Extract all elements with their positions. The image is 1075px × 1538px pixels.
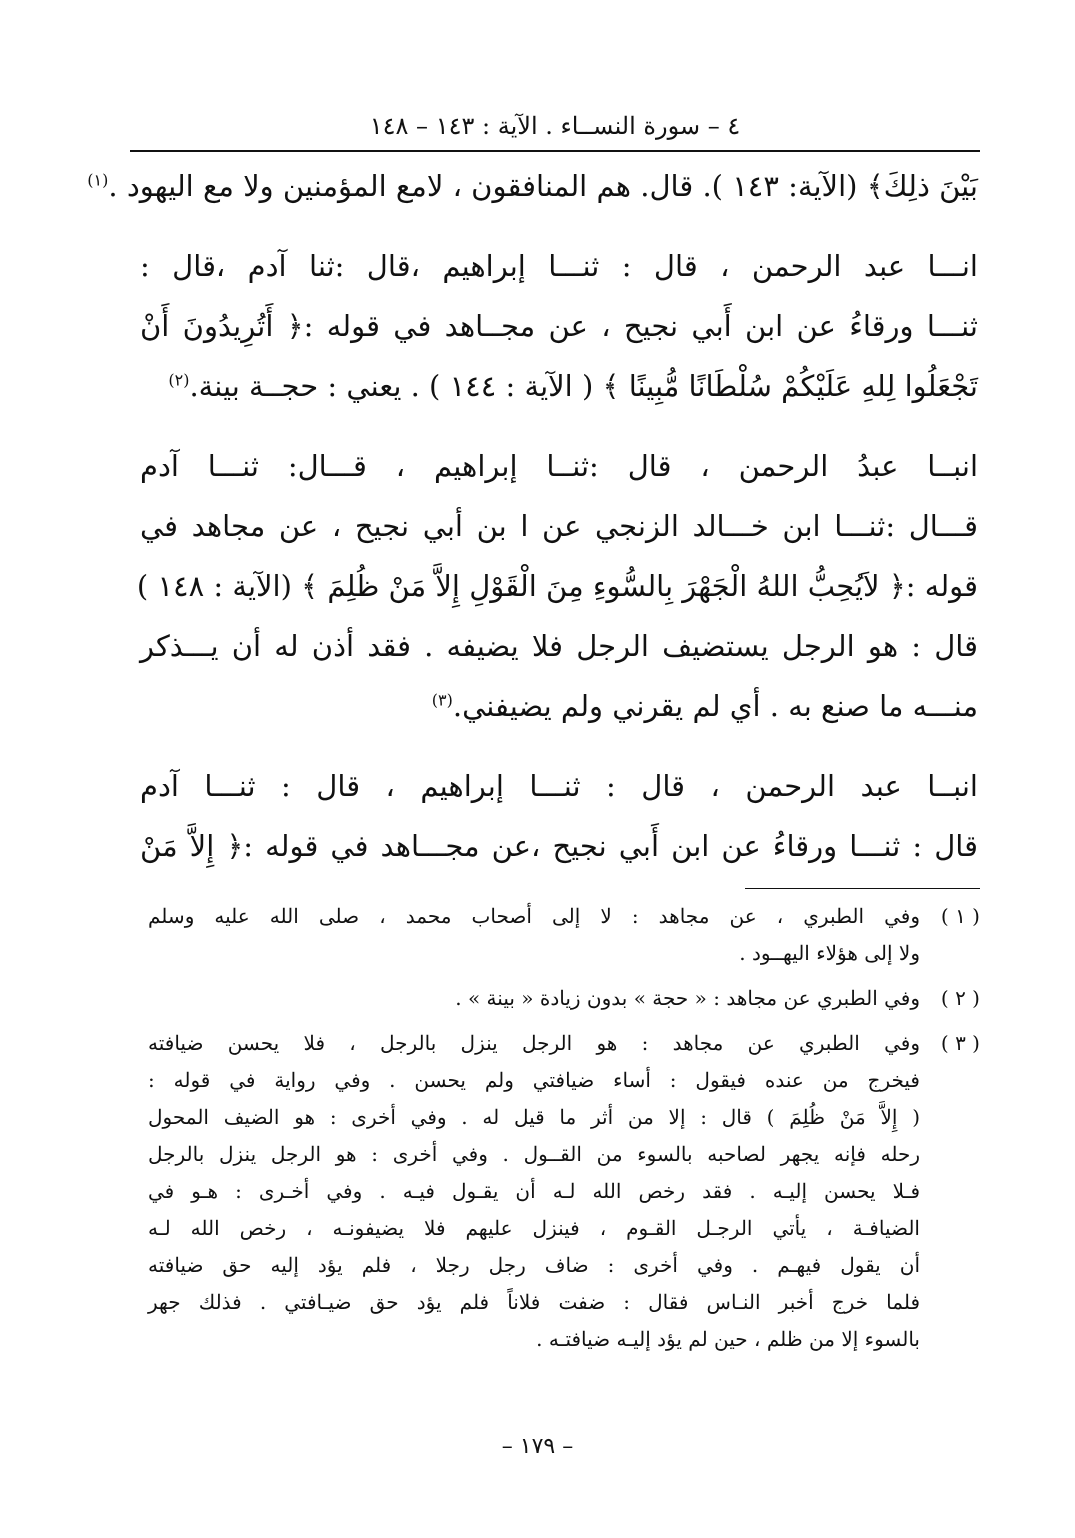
page-number: – ١٧٩ – [501,1434,574,1459]
footnote-line: ولا إلى هؤلاء اليهــود . [739,941,920,965]
text-line: تَجْعَلُوا لِلهِ عَلَيْكُمْ سُلْطَانًا مُّبِينًا ﴾ ( الآية : ١٤٤ ) . يعني : حجــة بينة.$^{(٢)}$ [168,369,978,403]
running-header [130,108,980,144]
footnote [148,980,980,1017]
header-rule [130,150,980,152]
text-line: قال : هو الرجل يستضيف الرجل فلا يضيفه . فقد أذن له أن يـــذكر [140,629,978,663]
footnote-line: فـلا يحسن إليـه . فقد رخص الله لـه أن يقـول فيـه . وفي أخـرى : هـو في [148,1179,920,1203]
running-title: ٤ – سورة النســاء . الآية : ١٤٣ – ١٤٨ [369,112,741,140]
text-line: انـــا عبد الرحمن ، قال : ثنـــا إبراهيم ،قال :ثنا آدم ،قال : [140,249,978,283]
footnote-line: بالسوء إلا من ظلم ، حين لم يؤد إليـه ضيافتـه . [536,1327,920,1351]
text-line: ثنـــا ورقاءُ عن ابن أَبي نجيح ، عن مجــاهد في قوله :﴿ أَتُرِيدُونَ أَنْ [140,309,978,343]
footnote-line: وفي الطبري عن مجاهد : هو الرجل ينزل بالرجل ، فلا يحسن ضيافته [148,1031,920,1055]
text-line: منـــه ما صنع به . أي لم يقرني ولم يضيفني.$^{(٣)}$ [431,689,978,723]
footnote-number: ( ٣ ) [940,1031,980,1055]
footnote-rule [745,888,980,889]
paragraph [140,236,978,416]
footnote-line: وفي الطبري عن مجاهد : « حجة » بدون زيادة « بينة » . [455,986,920,1010]
text-line: قال : ثنـــا ورقاءُ عن ابن أَبي نجيح ،عن مجـــاهد في قوله :﴿ إِلاَّ مَنْ [140,829,978,863]
footnote-mark: (٢) [168,370,190,390]
footnote-number: ( ٢ ) [940,986,980,1010]
footnote [148,898,980,972]
text-line: بَيْنَ ذلِكَ﴾ (الآية: ١٤٣ ). قال. هم المنافقون ، لامع المؤمنين ولا مع اليهود .$^{(١)}$ [87,169,978,203]
footnote-line: أن يقول فيهـم . وفي أخرى : ضاف رجل رجلا ، فلم يؤد إليه حق ضيافته [148,1253,920,1277]
footnote-mark: (٣) [431,690,453,710]
footnote-line: رحله فإنه يجهر لصاحبه بالسوء من القــول . وفي أخرى : هو الرجل ينزل بالرجل [148,1142,920,1166]
footnote-line: فلما خرج أخبر النـاس فقال : ضفت فلاناً فلم يؤد حق ضيـافتي . فذلك جهر [148,1290,920,1314]
footnote-line: وفي الطبري ، عن مجاهد : لا إلى أصحاب محمد ، صلى الله عليه وسلم [148,904,920,928]
text-line: انبــا عبدُ الرحمن ، قال :ثنــا إبراهيم ، قـــال: ثنـــا آدم [140,449,978,483]
main-text [87,156,978,876]
paragraph [140,756,978,876]
text-line: انبــا عبد الرحمن ، قال : ثنـــا إبراهيم ، قال : ثنـــا آدم [140,769,978,803]
footnotes [148,898,980,1366]
paragraph [87,156,978,216]
footnote-number: ( ١ ) [940,904,980,928]
text-line: قوله :﴿ لاَيُحِبُّ اللهُ الْجَهْرَ بِالسُّوءِ مِنَ الْقَوْلِ إِلاَّ مَنْ ظُلِمَ ﴾ (الآية : ١٤٨ ) [136,569,978,603]
text-line: قـــال :ثنـــا ابن خـــالد الزنجي عن ا بن أبي نجيح ، عن مجاهد في [140,509,978,543]
paragraph [136,436,978,736]
footnote-mark: (١) [87,170,109,190]
footnote-line: ( إِلاَّ مَنْ ظُلِمَ ) قال : إلا من أثر ما قيل له . وفي أخرى : هو الضيف المحول [148,1105,920,1129]
footnote-line: الضيافـة ، يأتي الرجـل القـوم ، فينزل عليهم فلا يضيفونـه ، رخص الله لـه [148,1216,920,1240]
footnote-line: فيخرج من عنده فيقول : أساء ضيافتي ولم يحسن . وفي رواية في قوله : [148,1068,920,1092]
footnote [148,1025,980,1358]
